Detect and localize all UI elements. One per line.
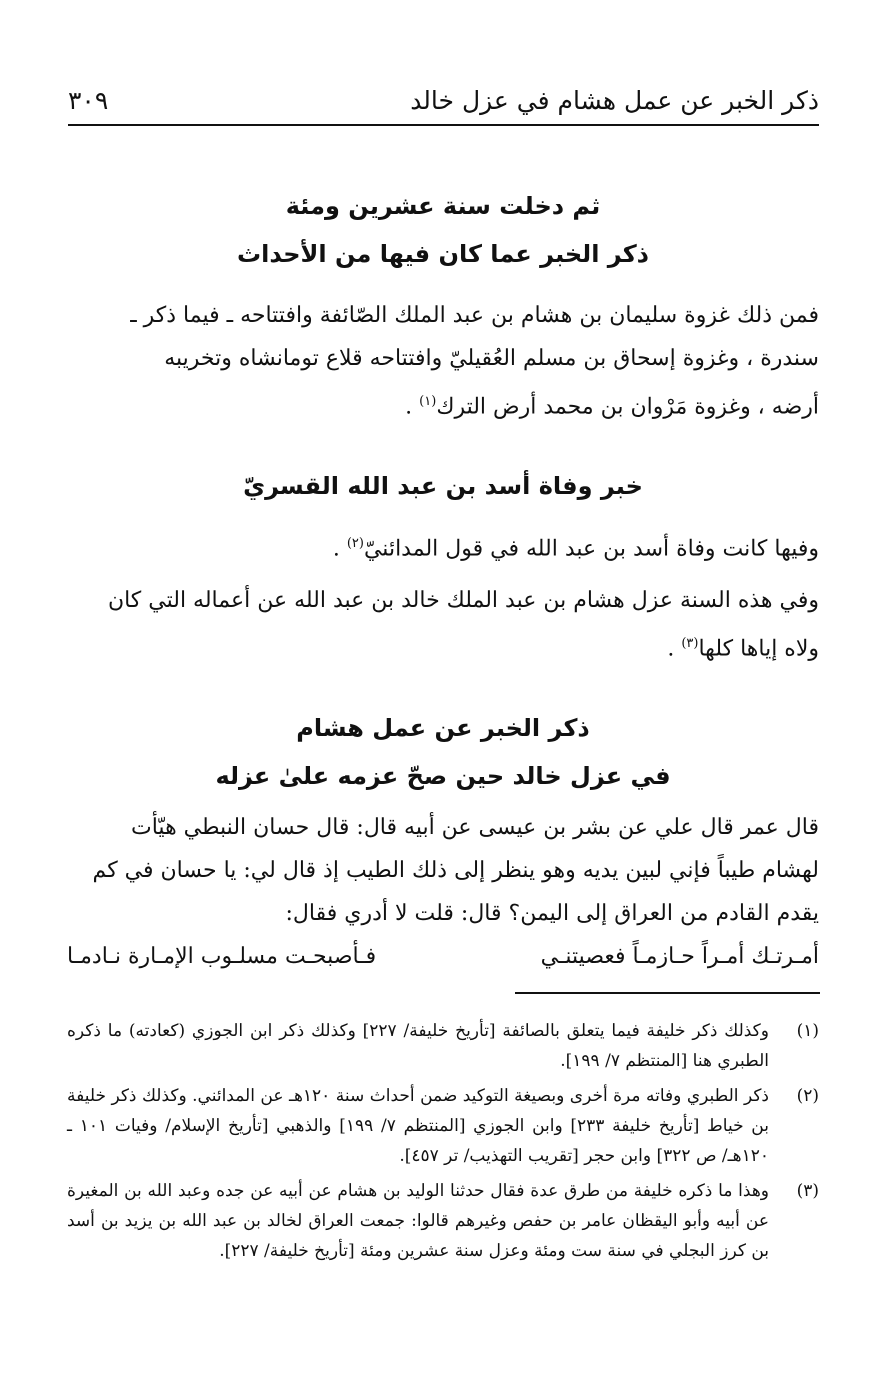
footnote-ref: (٣)	[681, 635, 699, 651]
footnote-number: (٣)	[796, 1181, 819, 1201]
footnote-text: وهذا ما ذكره خليفة من طرق عدة فقال حدثنا الوليد بن هشام عن أبيه عن جده وعبد الله بن المغيرة عن أبيه وأبو اليقظان عامر بن حفص وغيرهم قالوا: جمعت العراق لخالد بن عبد الله بن يزيد بن أسد بن كرز البجلي في سنة ست ومئة وعزل سنة عشرين ومئة [تأريخ خليفة/ ٢٢٧].	[67, 1181, 769, 1261]
section-heading-year: ثم دخلت سنة عشرين ومئة	[285, 192, 601, 220]
paragraph-asad-death	[67, 522, 819, 570]
section-hisham-report	[67, 704, 819, 978]
footnotes	[67, 1016, 819, 1271]
paragraph-line-text: وفيها كانت وفاة أسد بن عبد الله في قول المدائنيّ	[363, 536, 819, 562]
paragraph-line-text: أرضه ، وغزوة مَرْوان بن محمد أرض الترك	[436, 394, 819, 420]
paragraph-end-mark: .	[332, 536, 347, 562]
paragraph-line: قال عمر قال علي عن بشر بن عيسى عن أبيه قال: قال حسان النبطي هيّأت	[131, 814, 819, 840]
section-heading-asad: خبر وفاة أسد بن عبد الله القسريّ	[243, 472, 643, 501]
footnote-number: (٢)	[796, 1086, 819, 1106]
footnote-separator	[515, 992, 820, 994]
paragraph-end-mark: .	[405, 394, 420, 420]
footnote-ref: (١)	[419, 394, 437, 409]
section-year-120	[67, 182, 819, 428]
paragraph-line: وفي هذه السنة عزل هشام بن عبد الملك خالد بن عبد الله عن أعماله التي كان	[107, 587, 819, 613]
section-heading-events: ذكر الخبر عما كان فيها من الأحداث	[237, 240, 649, 268]
main-text	[67, 182, 819, 978]
footnote-ref: (٢)	[346, 536, 364, 552]
footnote-item	[67, 1016, 819, 1076]
section-heading-hisham: ذكر الخبر عن عمل هشام	[296, 713, 590, 742]
footnote-item	[67, 1176, 819, 1266]
paragraph-hassan-report	[67, 806, 819, 935]
paragraph-line	[67, 522, 819, 570]
footnote-number: (١)	[796, 1021, 819, 1041]
paragraph-end-mark: .	[667, 635, 682, 661]
paragraph-khalid-dismissal	[67, 579, 819, 670]
paragraph-line: يقدم القادم من العراق إلى اليمن؟ قال: قلت لا أدري فقال:	[285, 900, 819, 926]
paragraph-line: فمن ذلك غزوة سليمان بن هشام بن عبد الملك الصّائفة وافتتاحه ـ فيما ذكر ـ	[130, 303, 819, 328]
running-title: ذكر الخبر عن عمل هشام في عزل خالد	[410, 86, 819, 115]
verse-second-hemistich: فـأصبحـت مسلـوب الإمـارة نـادمـا	[67, 943, 377, 969]
paragraph-line	[67, 622, 819, 670]
paragraph-line: لهشام طيباً فإني لبين يديه وهو ينظر إلى ذلك الطيب إذ قال لي: يا حسان في كم	[92, 857, 819, 883]
footnote-text: وكذلك ذكر خليفة فيما يتعلق بالصائفة [تأريخ خليفة/ ٢٢٧] وكذلك ذكر ابن الجوزي (كعادته) ما ذكره الطبري هنا [المنتظم ٧/ ١٩٩].	[67, 1021, 769, 1071]
section-heading-khalid: في عزل خالد حين صحّ عزمه علىٰ عزله	[215, 761, 671, 790]
header-rule	[68, 124, 819, 126]
footnote-text: ذكر الطبري وفاته مرة أخرى وبصيغة التوكيد ضمن أحداث سنة ١٢٠هـ عن المدائني. وكذلك ذكر خليفة بن خياط [تأريخ خليفة ٢٣٣] وابن الجوزي [المنتظم ٧/ ١٩٩] والذهبي [تأريخ الإسلام/ وفيات ١٠١ ـ ١٢٠هـ/ ص ٣٢٢] وابن حجر [تقريب التهذيب/ تر ٤٥٧].	[67, 1086, 769, 1166]
section-death-of-asad	[67, 462, 819, 670]
verse-first-hemistich: أمـرتـك أمـراً حـازمـاً فعصيتنـي	[540, 943, 819, 969]
paragraph-line-text: ولاه إياها كلها	[698, 635, 819, 661]
page-number: ٣٠٩	[68, 86, 109, 115]
footnote-item	[67, 1081, 819, 1171]
paragraph-line	[67, 380, 819, 428]
paragraph-line: سندرة ، وغزوة إسحاق بن مسلم العُقيليّ وافتتاحه قلاع تومانشاه وتخريبه	[164, 346, 819, 371]
paragraph-raids	[67, 294, 819, 428]
page-header	[68, 78, 819, 118]
poetry-verse	[67, 935, 819, 978]
